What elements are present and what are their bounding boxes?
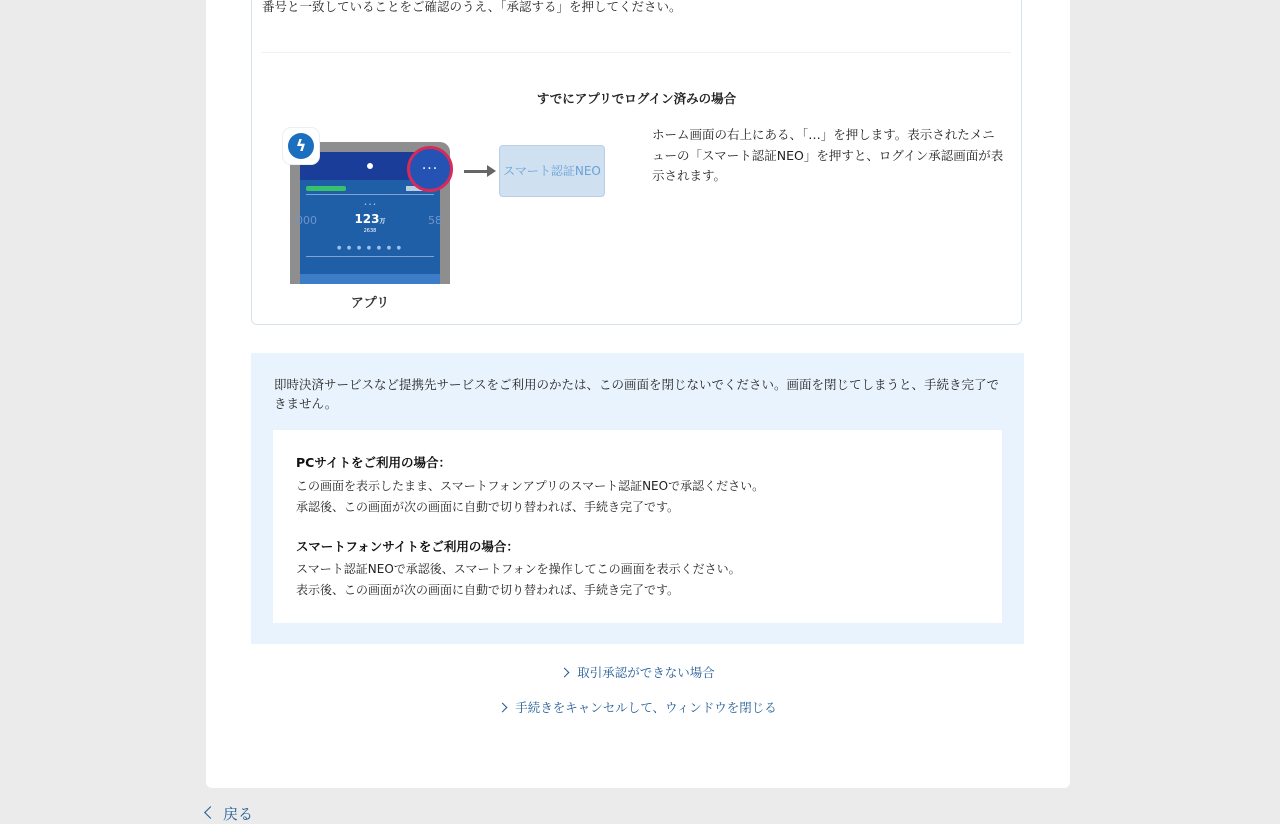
confirm-instruction-text: 番号と一致していることをご確認のうえ、「承認する」を押してください。 bbox=[262, 0, 682, 14]
pc-heading: PCサイトをご利用の場合： bbox=[296, 455, 451, 470]
next-card-amount: 58 bbox=[428, 214, 442, 227]
chevron-right-icon bbox=[560, 668, 570, 678]
more-menu-icon: ··· bbox=[407, 146, 453, 192]
status-tag bbox=[306, 186, 346, 191]
logged-in-description: ホーム画面の右上にある、「…」を押します。表示されたメニューの「スマート認証NEO」を押すと、ログイン承認画面が表示されます。 bbox=[652, 127, 1004, 183]
notice-panel bbox=[251, 353, 1024, 644]
arrow-right-icon bbox=[464, 170, 488, 173]
cancel-close-link-label: 手続きをキャンセルして、ウィンドウを閉じる bbox=[515, 700, 777, 715]
sp-line-1: スマート認証NEOで承認後、スマートフォンを操作してこの画面を表示ください。 bbox=[296, 562, 741, 576]
chevron-right-icon bbox=[498, 703, 508, 713]
separator-line bbox=[306, 194, 434, 195]
sp-heading: スマートフォンサイトをご利用の場合： bbox=[296, 539, 519, 554]
quick-row bbox=[306, 256, 434, 267]
pc-line-2: 承認後、この画面が次の画面に自動で切り替われば、手続き完了です。 bbox=[296, 500, 680, 514]
divider bbox=[262, 52, 1011, 53]
balance-amount bbox=[300, 212, 440, 226]
header-dot-icon bbox=[367, 163, 373, 169]
carousel-dots: ● ● ● ● ● ● ● bbox=[336, 245, 404, 251]
balance-caption: • • • bbox=[363, 202, 377, 208]
app-label: アプリ bbox=[350, 296, 390, 311]
back-link[interactable] bbox=[206, 803, 253, 824]
instruction-box bbox=[251, 0, 1022, 325]
lightning-icon: ϟ bbox=[288, 133, 314, 159]
main-card bbox=[206, 0, 1070, 788]
cannot-approve-link[interactable] bbox=[206, 663, 1070, 681]
balance-amount-value: 123 bbox=[354, 212, 380, 226]
cancel-close-window-link[interactable] bbox=[206, 698, 1070, 716]
balance-sub-amount: 2638 bbox=[363, 228, 377, 234]
pc-line-1: この画面を表示したまま、スマートフォンアプリのスマート認証NEOで承認ください。 bbox=[296, 479, 765, 493]
balance-amount-unit: 万 bbox=[379, 218, 386, 225]
logged-in-section-title: すでにアプリでログイン済みの場合 bbox=[536, 91, 737, 106]
cannot-approve-link-label: 取引承認ができない場合 bbox=[577, 665, 715, 680]
chevron-left-icon bbox=[204, 806, 217, 819]
bottom-nav bbox=[300, 274, 440, 284]
smart-auth-neo-menu-item: スマート認証NEO bbox=[499, 145, 605, 197]
sp-line-2: 表示後、この画面が次の画面に自動で切り替われば、手続き完了です。 bbox=[296, 583, 680, 597]
prev-card-amount: 000 bbox=[296, 214, 317, 227]
app-logo-icon bbox=[283, 128, 319, 164]
back-link-label: 戻る bbox=[223, 805, 254, 823]
notice-text: 即時決済サービスなど提携先サービスをご利用のかたは、この画面を閉じないでください。画面を閉じてしまうと、手続き完了できません。 bbox=[274, 377, 1000, 411]
usage-instructions-box bbox=[273, 430, 1002, 623]
